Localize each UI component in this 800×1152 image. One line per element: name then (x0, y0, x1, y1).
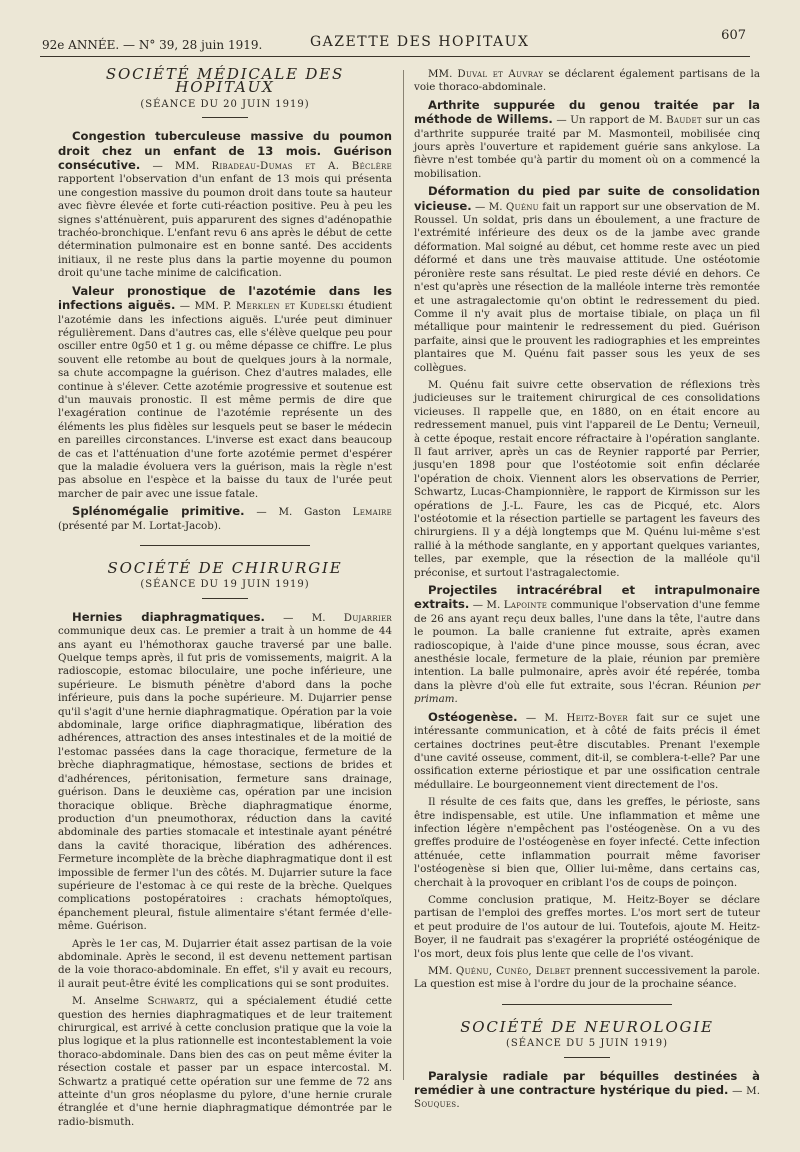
latin-phrase: per primam. (414, 679, 760, 706)
author-names: Ribadeau-Dumas et A. Béclère (211, 160, 392, 173)
article-arthrite (414, 99, 760, 181)
divider (202, 598, 248, 599)
article-lead: M. Anselme (72, 995, 148, 1008)
article-lead: — M. (471, 200, 506, 213)
article-osteogenese-p3: Comme conclusion pratique, M. Heitz-Boyer se déclare partisan de l'emploi des greffes mortes. L'os mort sert de tuteur et peut produire de l'os autour de lui. Toutefois, ajoute M. Heitz-Boyer, il ne faudrait pas s'exagérer la propriété ostéogénique de l'os mort, deux fois plus lente que celle de l'os vivant. (414, 893, 760, 960)
article-body: (présenté par M. Lortat-Jacob). (58, 519, 222, 532)
issue-line: 92e ANNÉE. — N° 39, 28 juin 1919. (42, 38, 263, 52)
left-column (58, 65, 393, 1129)
page-header (40, 26, 750, 57)
article-lead: — Un rapport de M. (552, 114, 667, 127)
article-lead: — MM. P. (175, 300, 236, 313)
article-lead: MM. (428, 68, 458, 80)
article-azotemie (58, 285, 392, 502)
author-names: Merklen et Kudelski (235, 300, 344, 313)
article-body: , qui a spécialement étudié cette question des hernies diaphragmatiques et de leur traitement chirurgical, est arrivé à cette conclusion pratique que la voie la plus logique et la plus rationnelle est incontestablement la voie thoraco-abdominale. Dans bien des cas on peut même éviter la résection costale et passer par un espace intercostal. M. Schwartz a pratiqué cette opération sur une femme de 72 ans atteinte d'un gros néoplasme du pylore, d'une hernie crurale étranglée et d'une hernie diaphragmatique démontrée par le radio-bismuth. (58, 995, 392, 1128)
section-divider (502, 1004, 672, 1005)
article-lead: — M. (264, 611, 344, 624)
article-title: Ostéogenèse. (428, 709, 518, 724)
seance-date: (SÉANCE DU 19 JUIN 1919) (140, 579, 310, 591)
author-names: Quénu (505, 200, 539, 213)
section-divider (140, 545, 310, 546)
article-body: étudient l'azotémie dans les infections aiguës. L'urée peut diminuer régulièrement. Dans d'autres cas, elle s'élève quelque peu pour osciller entre 0g50 et 1 g. ou même dépasse ce chiffre. Le plus souvent elle retombe au bout de quelques jours à la normale, sa chute accompagne la guérison. Chez d'autres malades, elle continue à s'élever. Cette azotémie progressive et soutenue est d'un mauvais pronostic. Il est même permis de dire que l'exagération continue de l'azotémie représente un des éléments les plus fidèles sur lesquels peut se baser le médecin en pareilles circonstances. L'inverse est exact dans beaucoup de cas et l'atténuation d'une forte azotémie permet d'espérer que la maladie évoluera vers la guérison, mais la règle n'est pas absolue en l'espèce et la baisse du taux de l'urée peut marcher de pair avec une issue fatale. (58, 300, 392, 500)
article-title: Arthrite suppurée du genou traitée par la méthode de Willems. (414, 97, 760, 127)
article-title: Splénomégalie primitive. (72, 504, 245, 519)
article-osteogenese-p2: Il résulte de ces faits que, dans les greffes, le périoste, sans être indispensable, est utile. Une inflammation et même une infection légère n'empêchent pas l'ostéogenèse. On a vu des greffes produire de l'ostéogenèse en foyer infecté. Cette infection atténuée, cette inflammation pourrait même favoriser l'ostéogenèse si bien que, Ollier lui-même, dans certains cas, cherchait à la provoquer en criblant l'os de coups de poinçon. (414, 796, 760, 889)
article-lead: MM. (428, 965, 456, 977)
society-heading-chirurgie: SOCIÉTÉ DE CHIRURGIE (107, 559, 343, 577)
article-body: sur un cas d'arthrite suppurée traité par M. Masmonteil, mobilisée cinq jours après l'ouverture et rapidement guérie sans ankylose. La fièvre n'est tombée qu'à partir du moment où on a commencé la mobilisation. (414, 114, 761, 180)
society-heading-medicale: SOCIÉTÉ MÉDICALE DES HOPITAUX (105, 65, 345, 97)
author-names: Duval et Auvray (457, 68, 544, 80)
article-title: Valeur pronostique de l'azotémie dans les infections aiguës. (58, 283, 392, 313)
article-body: prennent successivement la parole. La question est mise à l'ordre du jour de la prochaine séance. (414, 965, 760, 991)
article-lead: — MM. (140, 160, 212, 173)
seance-date: (SÉANCE DU 5 JUIN 1919) (506, 1038, 668, 1050)
article-continuation (414, 68, 760, 95)
article-lead: — M. (728, 1085, 760, 1098)
author-names: Souques. (414, 1098, 460, 1111)
article-body: fait un rapport sur une observation de M. Roussel. Un soldat, pris dans un éboulement, a une fracture de l'extrémité inférieure des deux os de la jambe avec grande déformation. Mal soigné au début, cet homme reste avec un pied déformé et dans une très mauvaise attitude. Une ostéotomie péronière reste sans résultat. Le pied reste dévié en dehors. Ce n'est qu'après une résection de la malléole interne très remontée et une astragalectomie qu'on obtint le redressement du pied. Comme il n'y avait plus de mortaise tibiale, on plaça un fil métallique pour maintenir le redressement du pied. Guérison parfaite, ainsi que le prouvent les radiographies et les empreintes plantaires que M. Quénu fait passer sous les yeux de ses collègues. (414, 200, 761, 374)
article-osteogenese-p4 (414, 965, 760, 992)
article-body: communique l'observation d'une femme de 26 ans ayant reçu deux balles, l'une dans la tête, l'autre dans le poumon. La balle cranienne fut extraite, après examen radioscopique, à l'aide d'une pince mousse, sous écran, avec anesthésie locale, fermeture de la plaie, réunion par première intention. La balle pulmonaire, après avoir été repérée, tomba dans la plèvre d'où elle fut extraite, sous l'écran. Réunion (414, 599, 761, 692)
right-column (414, 68, 760, 1112)
divider (564, 1057, 610, 1058)
article-body: se déclarent également partisans de la voie thoraco-abdominale. (414, 68, 760, 94)
author-names: Quénu, Cunéo, Delbet (455, 965, 571, 977)
article-title: Déformation du pied par suite de consolidation vicieuse. (414, 184, 760, 213)
author-names: Dujarrier (343, 611, 392, 624)
society-heading-neurologie: SOCIÉTÉ DE NEUROLOGIE (460, 1017, 714, 1036)
article-hernies-p3 (58, 995, 392, 1129)
article-deformation (414, 185, 760, 375)
author-names: Schwartz (147, 995, 196, 1008)
article-deformation-p2: M. Quénu fait suivre cette observation de réflexions très judicieuses sur le traitement chirurgical de ces consolidations vicieuses. Il rappelle que, en 1880, on en était encore au redressement manuel, puis vint l'appareil de Le Dentu; Verneuil, à cette époque, restait encore réfractaire à l'opération sanglante. Il faut arriver, après un cas de Reynier rapporté par Perrier, jusqu'en 1898 pour que l'ostéotomie soit enfin déclarée l'opération de choix. Viennent alors les observations de Perrier, Schwartz, Lucas-Championnière, le rapport de Kirmisson sur les opérations de J.-L. Faure, les cas de Picqué, etc. Alors l'ostéotomie et la résection partielle se partagent les faveurs des chirurgiens. Il y a déjà longtemps que M. Quénu lui-même s'est rallié à la méthode sanglante, en y apportant quelques variantes, telles, par exemple, que la résection de la malléole qu'il préconise, et surtout l'astragalectomie. (414, 378, 760, 579)
journal-title: GAZETTE DES HOPITAUX (310, 34, 530, 50)
article-title: Congestion tuberculeuse massive du poumon droit chez un enfant de 13 mois. Guérison consécutive. (58, 129, 392, 173)
divider (202, 117, 248, 118)
author-names: Heitz-Boyer (566, 711, 628, 724)
article-title: Paralysie radiale par béquilles destinées à remédier à une contracture hystérique du pied. (414, 1068, 760, 1098)
column-divider (403, 70, 404, 1080)
article-projectiles (414, 584, 760, 707)
article-body: rapportent l'observation d'un enfant de 13 mois qui présenta une congestion massive du poumon droit dans toute sa hauteur avec fièvre élevée et forte cuti-réaction positive. Peu à peu les signes s'atténuèrent, puis apparurent des signes d'adénopathie trachéo-bronchique. L'enfant revu 6 ans après le début de cette détermination pulmonaire est en bonne santé. Des accidents initiaux, il ne reste plus dans la partie moyenne du poumon droit qu'une tache minime de calcification. (58, 173, 393, 280)
article-body: fait sur ce sujet une intéressante communication, et à côté de faits précis il émet certaines doctrines peut-être discutables. Prenant l'exemple d'une cavité osseuse, comment, dit-il, se comblera-t-elle? Par une ossification externe périostique et par une ossification centrale médullaire. Le bourgeonnement vient directement de l'os. (414, 711, 760, 791)
author-names: Lapointe (503, 599, 548, 612)
article-congestion (58, 130, 392, 280)
article-lead: — M. Gaston (244, 506, 353, 519)
article-splenomegalie (58, 505, 392, 533)
article-title: Projectiles intracérébral et intrapulmonaire extraits. (414, 583, 760, 612)
seance-date: (SÉANCE DU 20 JUIN 1919) (140, 98, 310, 110)
article-osteogenese (414, 711, 760, 792)
article-title: Hernies diaphragmatiques. (72, 609, 265, 624)
article-paralysie (414, 1070, 760, 1112)
article-body: communique deux cas. Le premier a trait à un homme de 44 ans ayant eu l'hémothorax gauche traversé par une balle. Quelque temps après, il fut pris de vomissements, maigrit. A la radioscopie, estomac biloculaire, une poche inférieure, une supérieure. Le bismuth pénètre d'abord dans la poche inférieure, puis dans la poche supérieure. M. Dujarrier pense qu'il s'agit d'une hernie diaphragmatique. Opération par la voie abdominale, large orifice diaphragmatique, libération des adhérences, attraction des anses intestinales et de la moitié de l'estomac passées dans la cage thoracique, fermeture de la brèche diaphragmatique, hémostase, sections de brides et d'adhérences, péritonisation, fermeture sans drainage, guérison. Dans le deuxième cas, opération par une incision thoracique oblique. Brèche diaphragmatique énorme, production d'un pneumothorax, réduction dans la cavité abdominale des parties stomacale et intestinale ayant pénétré dans la cavité thoracique, libération des adhérences. Fermeture incomplète de la brèche diaphragmatique dont il est impossible de fermer l'un des côtés. M. Dujarrier suture la face supérieure de l'estomac à ce qui reste de la brèche. Quelques complications postopératoires : crachats hémoptoïques, épanchement pleural, fistule alimentaire s'étant fermée d'elle-même. Guérison. (58, 625, 392, 933)
article-hernies-p2: Après le 1er cas, M. Dujarrier était assez partisan de la voie abdominale. Après le second, il est devenu nettement partisan de la voie thoraco-abdominale. En effet, s'il y avait eu recours, il aurait peut-être évité les complications qui se sont produites. (58, 937, 392, 990)
article-hernies (58, 611, 392, 934)
author-names: Baudet (666, 114, 702, 127)
article-lead: — M. (469, 599, 504, 612)
article-lead: — M. (517, 711, 567, 724)
page-number: 607 (721, 28, 746, 43)
author-names: Lemaire (352, 506, 392, 519)
